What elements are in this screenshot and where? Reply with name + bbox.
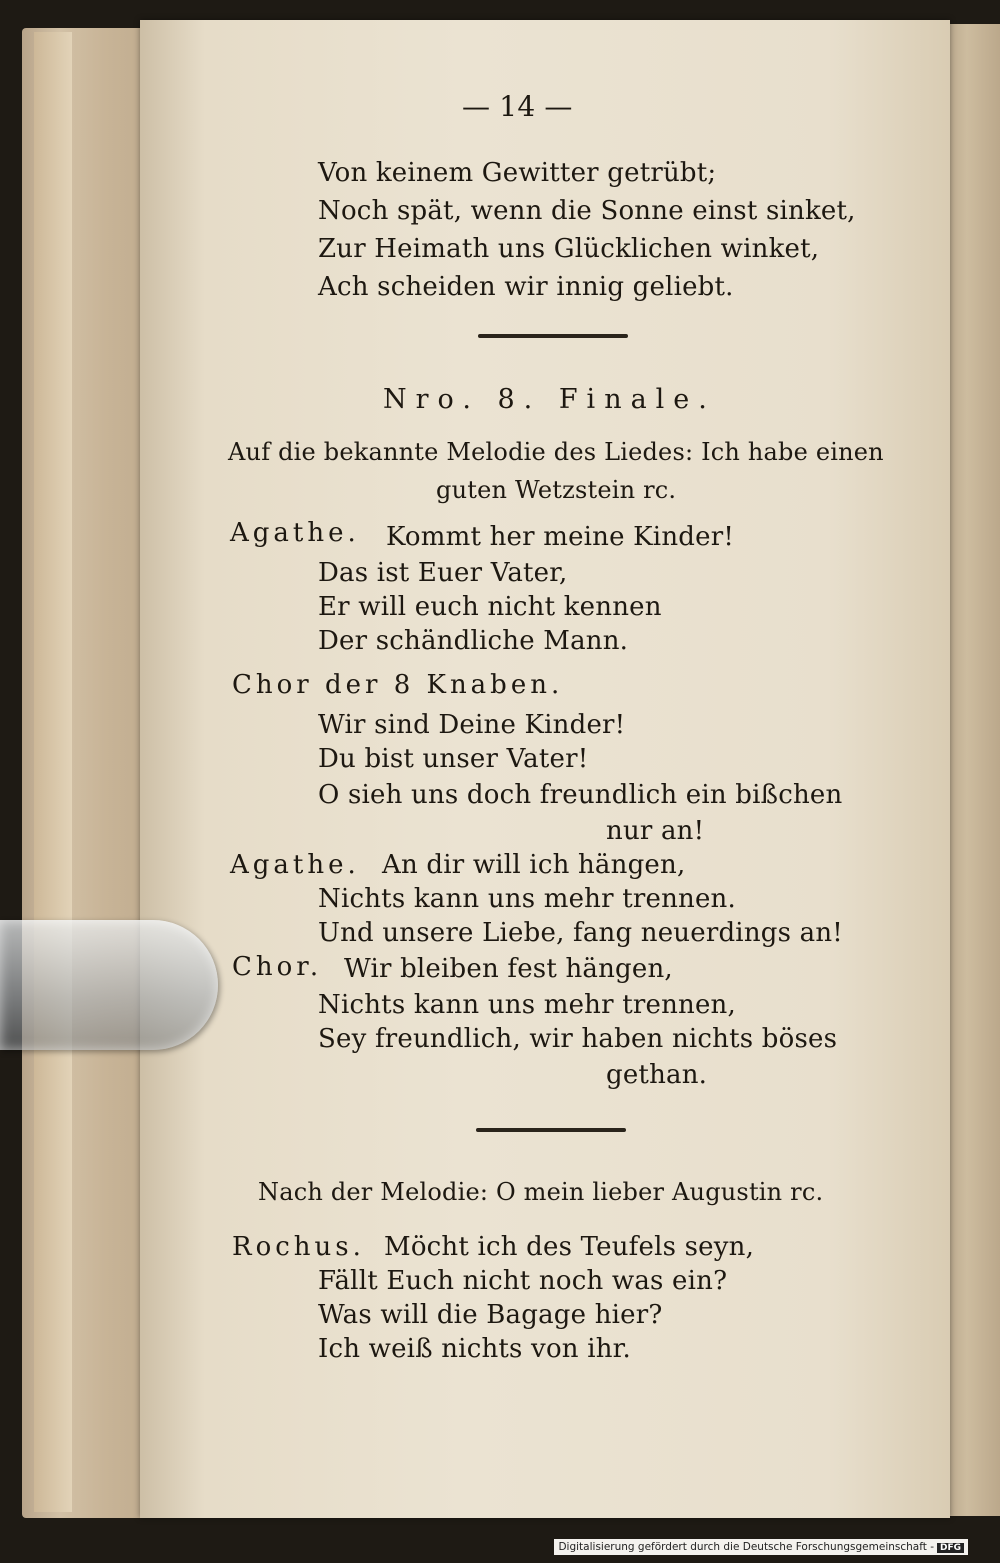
verse-line: Möcht ich des Teufels seyn, <box>384 1232 755 1262</box>
page-number: — 14 — <box>462 90 573 123</box>
verse-line: O sieh uns doch freundlich ein bißchen <box>318 780 843 810</box>
speaker-agathe: Agathe. <box>230 850 360 880</box>
verse-line: Nichts kann uns mehr trennen. <box>318 884 736 914</box>
speaker-rochus: Rochus. <box>232 1232 365 1262</box>
verse-line: Nichts kann uns mehr trennen, <box>318 990 736 1020</box>
section-title: Nro. 8. Finale. <box>383 384 716 415</box>
melody-line: Nach der Melodie: O mein lieber Augustin rc. <box>258 1178 824 1206</box>
digitization-credit <box>554 1539 968 1555</box>
right-page-stack <box>945 24 1000 1516</box>
verse-line: Fällt Euch nicht noch was ein? <box>318 1266 728 1296</box>
divider-rule <box>476 1128 626 1132</box>
verse-line: Ich weiß nichts von ihr. <box>318 1334 631 1364</box>
stanza-line: Von keinem Gewitter getrübt; <box>318 158 717 188</box>
stanza-line: Zur Heimath uns Glücklichen winket, <box>318 234 820 264</box>
speaker-chor: Chor. <box>232 952 323 982</box>
speaker-agathe: Agathe. <box>230 518 360 548</box>
verse-line: Der schändliche Mann. <box>318 626 629 656</box>
verse-line: Wir bleiben fest hängen, <box>344 954 673 984</box>
verse-line: Kommt her meine Kinder! <box>386 522 734 552</box>
verse-line: gethan. <box>606 1060 708 1090</box>
melody-line: guten Wetzstein rc. <box>436 476 677 504</box>
verse-line: Was will die Bagage hier? <box>318 1300 663 1330</box>
chor-heading: Chor der 8 Knaben. <box>232 670 564 700</box>
verse-line: Das ist Euer Vater, <box>318 558 568 588</box>
stanza-line: Ach scheiden wir innig geliebt. <box>318 272 734 302</box>
verse-line: Wir sind Deine Kinder! <box>318 710 626 740</box>
divider-rule <box>478 334 628 338</box>
verse-line: Du bist unser Vater! <box>318 744 589 774</box>
stanza-line: Noch spät, wenn die Sonne einst sinket, <box>318 196 856 226</box>
dfg-logo-icon: DFG <box>937 1543 964 1553</box>
verse-line: nur an! <box>606 816 705 846</box>
verse-line: Er will euch nicht kennen <box>318 592 662 622</box>
verse-line: Und unsere Liebe, fang neuerdings an! <box>318 918 843 948</box>
verse-line: An dir will ich hängen, <box>382 850 686 880</box>
glass-page-weight <box>0 920 218 1050</box>
verse-line: Sey freundlich, wir haben nichts böses <box>318 1024 838 1054</box>
left-page-edge <box>34 32 72 1512</box>
credit-text: Digitalisierung gefördert durch die Deutsche Forschungsgemeinschaft - <box>558 1541 934 1553</box>
melody-line: Auf die bekannte Melodie des Liedes: Ich habe einen <box>228 438 884 466</box>
